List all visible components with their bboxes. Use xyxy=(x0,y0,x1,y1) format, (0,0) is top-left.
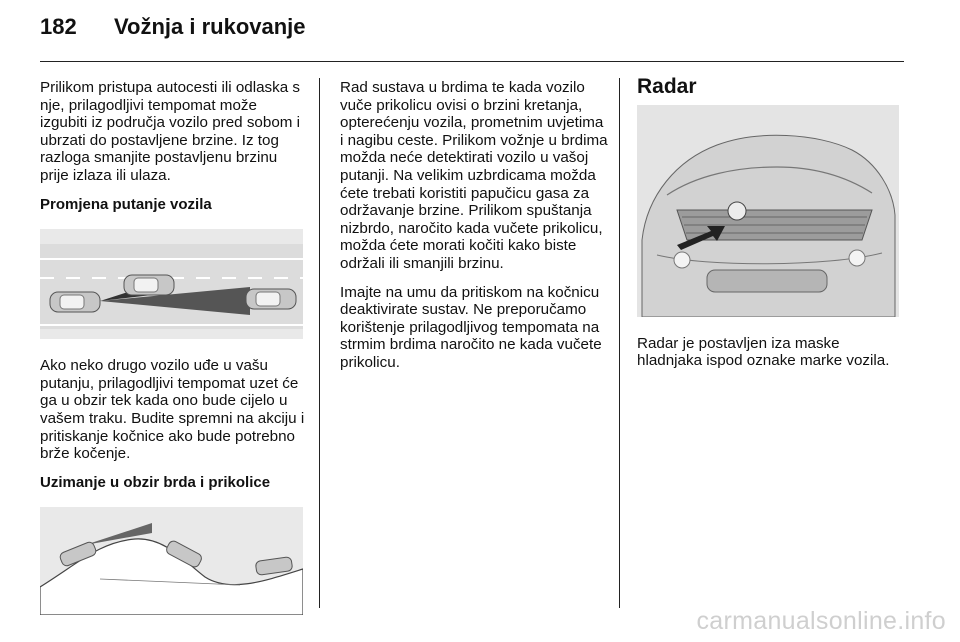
car-icon xyxy=(50,292,100,312)
column-1 xyxy=(40,79,306,633)
page-number: 182 xyxy=(40,14,77,39)
page-title: Vožnja i rukovanje xyxy=(114,14,306,39)
car-icon xyxy=(124,275,174,295)
radar-location-figure xyxy=(637,105,899,317)
header-rule xyxy=(40,61,904,62)
column-2 xyxy=(340,79,608,383)
section-heading: Promjena putanje vozila xyxy=(40,195,212,213)
page-header xyxy=(40,14,306,40)
column-divider xyxy=(619,78,620,608)
section-heading: Radar xyxy=(637,75,697,98)
section-heading: Uzimanje u obzir brda i prikolice xyxy=(40,473,271,491)
figure-caption: Radar je postavljen iza maske hladnjaka ispod oznake marke vozila. xyxy=(637,334,890,370)
paragraph: Imajte na umu da pritiskom na kočnicu deaktivirate sustav. Ne preporučamo korištenje prilagodljivog tempomata na strmim brdima naročito ne kada vučete prikolicu. xyxy=(340,283,602,371)
watermark: carmanualsonline.info xyxy=(696,607,946,635)
paragraph: Ako neko drugo vozilo uđe u vašu putanju, prilagodljivi tempomat uzet će ga u obzir tek kada ono bude cijelo u vašem traku. Budite spremni na akciju i pritiskanje kočnice ako bude potrebno brže kočenje. xyxy=(40,357,305,463)
hills-trailer-figure xyxy=(40,507,303,615)
column-3 xyxy=(637,75,902,381)
paragraph: Rad sustava u brdima te kada vozilo vuče prikolicu ovisi o brzini kretanja, opterećenju vozila, prometnim uvjetima i nagibu ceste. Prilikom vožnje u brdima možda neće detektirati vozilo u vašoj putanji. Na velikim uzbrdicama možda ćete trebati koristiti papučicu gasa za održavanje brzine. Prilikom spuštanja nizbrdo, naročito kada vučete prikolicu, možda ćete morati kočiti kako biste održali ili smanjili brzinu. xyxy=(340,79,608,272)
paragraph: Prilikom pristupa autocesti ili odlaska s nje, prilagodljivi tempomat može izgubiti iz područja vozilo pred sobom i ubrzati do postavljene brzine. Iz tog razloga smanjite postavljenu brzinu prije izlaza ili ulaza. xyxy=(40,79,301,184)
lane-change-figure xyxy=(40,229,303,339)
car-icon xyxy=(246,289,296,309)
column-divider xyxy=(319,78,320,608)
